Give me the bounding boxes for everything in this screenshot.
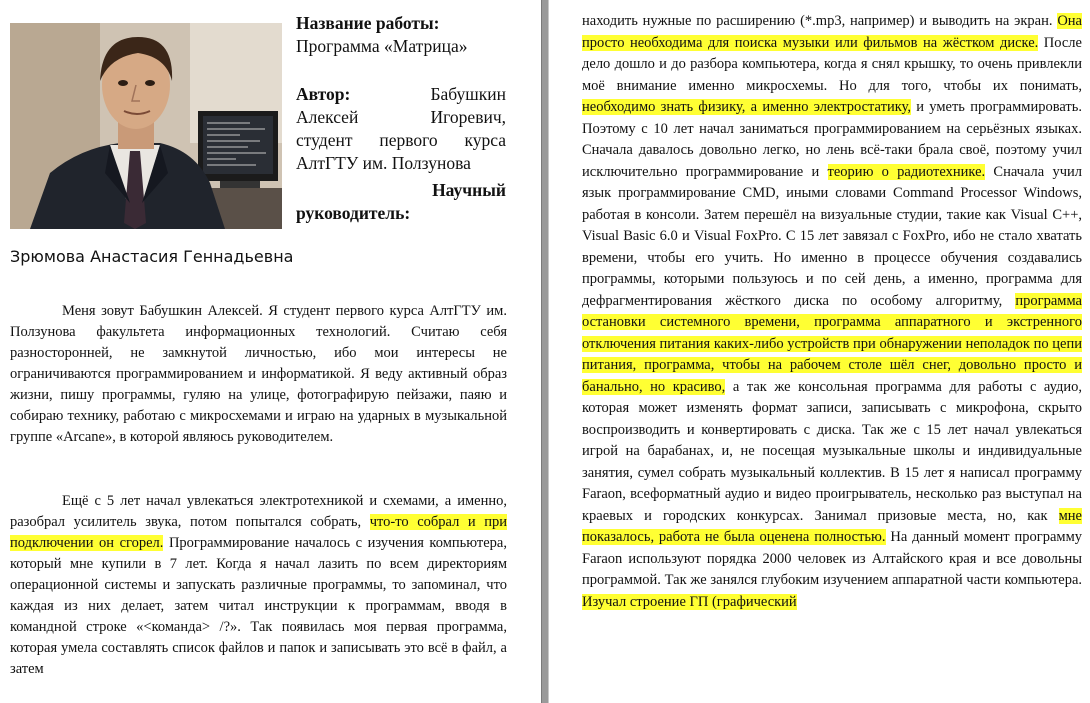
paragraph-1: Меня зовут Бабушкин Алексей. Я студент первого курса АлтГТУ им. Ползунова факультета информационных технологий. Считаю себя разносторонней, не замкнутой личностью, ибо мои интересы не ограничиваются программированием и информатикой. Я веду активный образ жизни, пишу программы, гуляю на улице, фотографирую пейзажи, паяю и собираю технику, работаю с микросхемами и играю на ударных в музыкальной группе «Arcane», в которой являюсь руководителем. xyxy=(10,303,507,445)
highlight-radio: теорию о радиотехнике. xyxy=(827,163,986,180)
right-text-6: На данный момент программу Faraon используют порядка 2000 человек из Алтайского края и все довольны программой. Так же занялся глубоким изучением аппаратной части компьютера. xyxy=(582,529,1082,588)
highlight-underrated: мне показалось, работа не была оценена полностью. xyxy=(582,507,1082,545)
author-surname: Бабушкин xyxy=(430,84,506,104)
highlight-programs: программа остановки системного времени, программа аппаратного и экстренного отключения питания каких-либо устройств при обнаружении неполадок по цепи питания, программа, чтобы на рабочем столе шёл снег, довольно просто и банально, но красиво, xyxy=(582,292,1082,395)
title-value: Программа «Матрица» xyxy=(296,36,468,56)
supervisor-label-1: Научный xyxy=(432,180,506,200)
right-text-3: и уметь программировать. Поэтому с 10 лет начал заниматься программированием на серьёзных языках. Сначала давалось довольно легко, но лень всё-таки брала своё, поэтому учил исключительно программирование и xyxy=(582,99,1082,180)
work-info xyxy=(296,12,506,225)
title-label: Название работы: xyxy=(296,13,440,33)
paragraph-2-end: Программирование началось с изучения компьютера, который мне купили в 7 лет. Когда я начал лазить по всем директориям операционной системы и запускать различные программы, то запоминал, что каждая из них делает, затем читал инструкции к программам, вводя в командной строке «<команда> /?». Так появилась моя первая программа, которая умела составлять список файлов и папок и записывать это всё в файл, а затем xyxy=(10,535,507,677)
right-page xyxy=(549,0,1090,703)
author-first-name: Алексей xyxy=(296,107,359,127)
paragraph-2 xyxy=(10,491,507,680)
paragraph-intro xyxy=(10,301,507,448)
highlight-burned: что-то собрал и при подключении он сгорел. xyxy=(10,514,507,551)
right-text-4: Сначала учил язык программирование CMD, иными словами Command Processor Windows, работая в консоли. Затем перешёл на визуальные студии, такие как Visual C++, Visual Basic 6.0 и Visual FoxPro. С 15 лет завязал с FoxPro, ибо не стало хватать времени, чтобы его учить. Но именно в процессе обучения создавались программы, которыми пользуюсь и по сей день, а именно, программа для дефрагментирования жёсткого диска по особому алгоритму, xyxy=(582,163,1083,309)
author-patronymic: Игоревич, xyxy=(430,107,506,127)
supervisor-name: Зрюмова Анастасия Геннадьевна xyxy=(10,247,294,266)
right-paragraph xyxy=(582,11,1082,613)
right-text-1: находить нужные по расширению (*.mp3, например) и выводить на экран. xyxy=(582,13,1058,29)
author-photo xyxy=(10,23,282,229)
supervisor-label-2: руководитель: xyxy=(296,203,411,223)
right-text xyxy=(582,11,1082,613)
highlight-physics: необходимо знать физику, а именно электростатику, xyxy=(582,99,911,115)
right-text-2: После дело дошло и до разбора компьютера, когда я снял крышку, то очень привлекли моё внимание именно микросхемы. Но для того, чтобы их понимать, xyxy=(582,34,1082,94)
paragraph-childhood xyxy=(10,491,507,680)
author-status: студент первого курса xyxy=(296,130,506,150)
author-label: Автор: xyxy=(296,84,351,104)
paragraph-2-start: Ещё с 5 лет начал увлекаться электротехникой и схемами, а именно, разобрал усилитель звука, потом попытался собрать, xyxy=(10,493,507,530)
author-university: АлтГТУ им. Ползунова xyxy=(296,153,471,173)
left-page xyxy=(0,0,541,703)
right-text-5: а так же консольная программа для работы с аудио, которая может изменять формат записи, записывать с микрофона, скрыто воспроизводить и конвертировать с диска. Так же с 15 лет начал увлекаться игрой на барабанах, и, не посещая музыкальные школы и индивидуальные занятия, сумел собрать музыкальный коллектив. В 15 лет я написал программу Faraon, всеформатный аудио и видео проигрыватель, несколько раз выступал на краевых и городских конкурсах. Занимал призовые места, но, как xyxy=(582,378,1082,524)
highlight-search: Она просто необходима для поиска музыки или фильмов на жёстком диске. xyxy=(582,13,1082,51)
highlight-gpu: Изучал строение ГП (графический xyxy=(582,593,797,610)
page-divider xyxy=(541,0,549,703)
